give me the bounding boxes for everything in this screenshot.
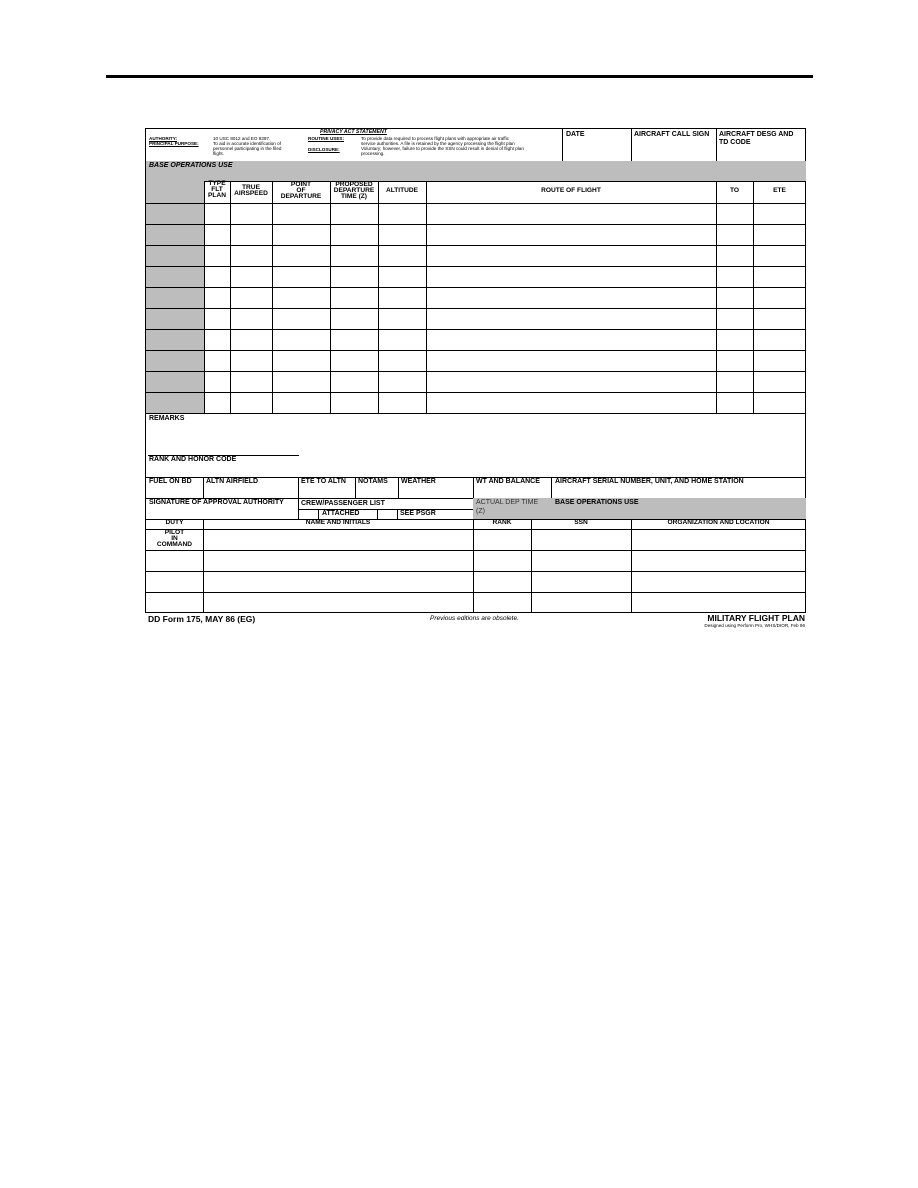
crew-col-name: NAME AND INITIALS bbox=[305, 519, 371, 526]
crew-row[interactable] bbox=[146, 592, 806, 612]
crew-col-rank: RANK bbox=[492, 519, 512, 526]
pic-label-2: IN bbox=[171, 535, 178, 542]
remarks-field[interactable] bbox=[146, 413, 806, 477]
col-proposed-departure-2: DEPARTURE bbox=[333, 187, 375, 194]
row-label-column bbox=[146, 181, 204, 413]
desg-label-2: TD CODE bbox=[719, 139, 751, 146]
top-rule bbox=[106, 75, 813, 78]
notams-field[interactable] bbox=[355, 477, 398, 498]
flight-row[interactable] bbox=[204, 371, 806, 392]
see-psgr-checkbox[interactable] bbox=[377, 509, 397, 519]
privacy-act-block bbox=[146, 129, 562, 161]
weather-label: WEATHER bbox=[401, 478, 436, 485]
flight-row[interactable] bbox=[204, 392, 806, 413]
weather-field[interactable] bbox=[398, 477, 473, 498]
col-point-departure-1: POINT bbox=[290, 181, 312, 188]
col-point-departure-2: OF bbox=[296, 187, 306, 194]
col-proposed-departure-1: PROPOSED bbox=[335, 181, 373, 188]
routine-uses-text-1: To provide data required to process flight plans with appropriate air traffic bbox=[361, 136, 510, 141]
disclosure-label: DISCLOSURE: bbox=[308, 147, 340, 152]
flight-row[interactable] bbox=[204, 308, 806, 329]
privacy-heading: PRIVACY ACT STATEMENT bbox=[320, 129, 387, 135]
military-flight-plan-form bbox=[145, 128, 806, 613]
flight-row[interactable] bbox=[204, 329, 806, 350]
actual-dep-label-1: ACTUAL DEP TIME bbox=[476, 499, 539, 506]
signature-label: SIGNATURE OF APPROVAL AUTHORITY bbox=[149, 499, 284, 506]
authority-label: AUTHORITY: bbox=[149, 136, 177, 141]
attached-label: ATTACHED bbox=[322, 510, 360, 517]
attached-checkbox[interactable] bbox=[298, 509, 318, 519]
date-label: DATE bbox=[566, 131, 585, 138]
altn-label: ALTN AIRFIELD bbox=[206, 478, 259, 485]
actual-dep-time-field[interactable] bbox=[473, 498, 551, 519]
principal-purpose-text-2: personnel participating in the filed bbox=[213, 146, 282, 151]
principal-purpose-label: PRINCIPAL PURPOSE: bbox=[149, 141, 199, 146]
serial-label: AIRCRAFT SERIAL NUMBER, UNIT, AND HOME STATION bbox=[555, 478, 744, 485]
col-true-airspeed-1: TRUE bbox=[242, 184, 260, 191]
crew-col-org: ORGANIZATION AND LOCATION bbox=[667, 519, 770, 526]
crew-list-label: CREW/PASSENGER LIST bbox=[301, 500, 385, 507]
pic-label-1: PILOT bbox=[164, 529, 185, 536]
col-to: TO bbox=[729, 187, 740, 194]
principal-purpose-text-1: To aid in accurate identification of bbox=[213, 141, 281, 146]
col-proposed-departure-3: TIME (Z) bbox=[340, 193, 367, 200]
col-point-departure-3: DEPARTURE bbox=[280, 193, 322, 200]
disclosure-text-1: Voluntary; however, failure to provide the SSN could result in denial of flight plan bbox=[361, 146, 524, 151]
designed-note: Designed using Perform Pro, WHS/DIOR, Feb 96 bbox=[704, 623, 805, 628]
authority-text: 10 USC 8012 and EO 9397. bbox=[213, 136, 271, 141]
crew-row[interactable] bbox=[203, 529, 806, 550]
col-type-flt-plan-1: TYPE bbox=[208, 180, 226, 187]
col-type-flt-plan-2: FLT bbox=[211, 186, 223, 193]
obsolete-note: Previous editions are obsolete. bbox=[430, 615, 519, 622]
base-operations-band bbox=[146, 161, 806, 181]
actual-dep-label-2: (Z) bbox=[476, 508, 485, 515]
principal-purpose-text-3: flight. bbox=[213, 151, 224, 156]
see-psgr-label: SEE PSGR bbox=[400, 510, 436, 517]
ete-to-altn-field[interactable] bbox=[298, 477, 355, 498]
fuel-on-bd-field[interactable] bbox=[146, 477, 203, 498]
remarks-label: REMARKS bbox=[149, 415, 185, 422]
form-title: MILITARY FLIGHT PLAN bbox=[707, 613, 805, 623]
routine-uses-text-2: service authorities. A file is retained by the agency processing the flight plan bbox=[361, 141, 515, 146]
col-route-of-flight: ROUTE OF FLIGHT bbox=[541, 187, 601, 194]
crew-col-ssn: SSN bbox=[574, 519, 588, 526]
flight-row[interactable] bbox=[204, 203, 806, 224]
col-true-airspeed-2: AIRSPEED bbox=[234, 190, 268, 197]
aircraft-call-sign-field[interactable] bbox=[631, 129, 716, 161]
flight-row[interactable] bbox=[204, 350, 806, 371]
routine-uses-label: ROUTINE USES: bbox=[308, 136, 344, 141]
base-ops-label: BASE OPERATIONS USE bbox=[149, 162, 233, 169]
altn-airfield-field[interactable] bbox=[203, 477, 298, 498]
base-ops-use-label: BASE OPERATIONS USE bbox=[555, 499, 639, 506]
col-type-flt-plan-3: PLAN bbox=[208, 192, 226, 199]
rank-honor-code-label: RANK AND HONOR CODE bbox=[149, 456, 237, 463]
flight-row[interactable] bbox=[204, 245, 806, 266]
ete-altn-label: ETE TO ALTN bbox=[301, 478, 346, 485]
wt-balance-label: WT AND BALANCE bbox=[476, 478, 540, 485]
flight-row[interactable] bbox=[204, 266, 806, 287]
base-ops-use-field bbox=[551, 498, 806, 519]
wt-balance-field[interactable] bbox=[473, 477, 551, 498]
disclosure-text-2: processing. bbox=[361, 151, 385, 156]
call-sign-label: AIRCRAFT CALL SIGN bbox=[634, 131, 710, 138]
crew-row[interactable] bbox=[146, 571, 806, 592]
fuel-label: FUEL ON BD bbox=[149, 478, 192, 485]
col-ete: ETE bbox=[773, 187, 786, 194]
flight-row[interactable] bbox=[204, 224, 806, 245]
signature-approval-field[interactable] bbox=[146, 498, 298, 519]
pic-label-3: COMMAND bbox=[156, 541, 193, 548]
form-number: DD Form 175, MAY 86 (EG) bbox=[148, 614, 256, 624]
notams-label: NOTAMS bbox=[358, 478, 388, 485]
crew-row[interactable] bbox=[146, 550, 806, 571]
crew-col-duty: DUTY bbox=[165, 519, 184, 526]
aircraft-desg-field[interactable] bbox=[716, 129, 806, 161]
date-field[interactable] bbox=[562, 129, 631, 161]
col-altitude: ALTITUDE bbox=[385, 187, 419, 194]
flight-row[interactable] bbox=[204, 287, 806, 308]
desg-label-1: AIRCRAFT DESG AND bbox=[719, 131, 794, 138]
aircraft-serial-field[interactable] bbox=[551, 477, 806, 498]
